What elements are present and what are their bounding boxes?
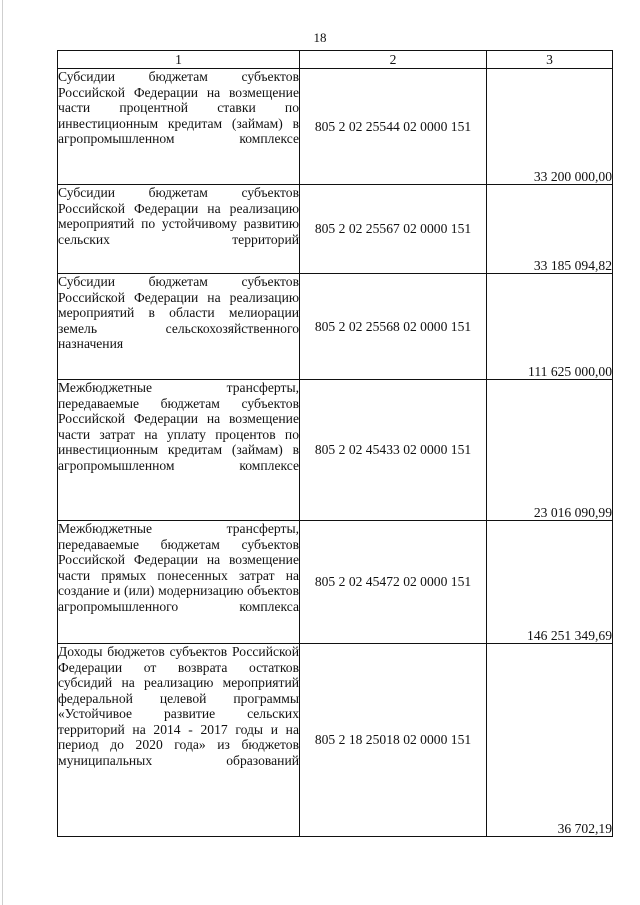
row-amount: 146 251 349,69 <box>487 521 613 644</box>
row-code: 805 2 02 45433 02 0000 151 <box>300 380 487 521</box>
row-description: Субсидии бюджетам субъектов Российской Федерации на реализацию мероприятий в области мелиорации земель сельскохозяйственного назначения <box>58 274 300 380</box>
row-amount: 36 702,19 <box>487 644 613 837</box>
row-description: Доходы бюджетов субъектов Российской Федерации от возврата остатков субсидий на реализацию мероприятий федеральной целевой программы «Устойчивое развитие сельских территорий на 2014 - 2017 годы и на период до 2020 года» из бюджетов муниципальных образований <box>58 644 300 837</box>
page-number: 18 <box>313 30 327 45</box>
row-description: Субсидии бюджетам субъектов Российской Федерации на реализацию мероприятий по устойчивому развитию сельских территорий <box>58 185 300 274</box>
table-row <box>58 521 613 644</box>
table-row <box>58 380 613 521</box>
budget-table <box>57 50 613 837</box>
row-code: 805 2 02 45472 02 0000 151 <box>300 521 487 644</box>
table-row <box>58 644 613 837</box>
row-description: Субсидии бюджетам субъектов Российской Федерации на возмещение части процентной ставки по инвестиционным кредитам (займам) в агропромышленном комплексе <box>58 69 300 185</box>
table-row <box>58 274 613 380</box>
table-row <box>58 69 613 185</box>
scan-edge-line <box>2 0 3 905</box>
column-header-1: 1 <box>58 51 300 69</box>
table-header-row <box>58 51 613 69</box>
row-code: 805 2 18 25018 02 0000 151 <box>300 644 487 837</box>
row-description: Межбюджетные трансферты, передаваемые бюджетам субъектов Российской Федерации на возмещение части прямых понесенных затрат на создание и (или) модернизацию объектов агропромышленного комплекса <box>58 521 300 644</box>
row-amount: 23 016 090,99 <box>487 380 613 521</box>
table-row <box>58 185 613 274</box>
row-description: Межбюджетные трансферты, передаваемые бюджетам субъектов Российской Федерации на возмещение части затрат на уплату процентов по инвестиционным кредитам (займам) в агропромышленном комплексе <box>58 380 300 521</box>
row-code: 805 2 02 25567 02 0000 151 <box>300 185 487 274</box>
row-amount: 33 185 094,82 <box>487 185 613 274</box>
row-code: 805 2 02 25544 02 0000 151 <box>300 69 487 185</box>
column-header-3: 3 <box>487 51 613 69</box>
row-amount: 33 200 000,00 <box>487 69 613 185</box>
column-header-2: 2 <box>300 51 487 69</box>
row-code: 805 2 02 25568 02 0000 151 <box>300 274 487 380</box>
row-amount: 111 625 000,00 <box>487 274 613 380</box>
